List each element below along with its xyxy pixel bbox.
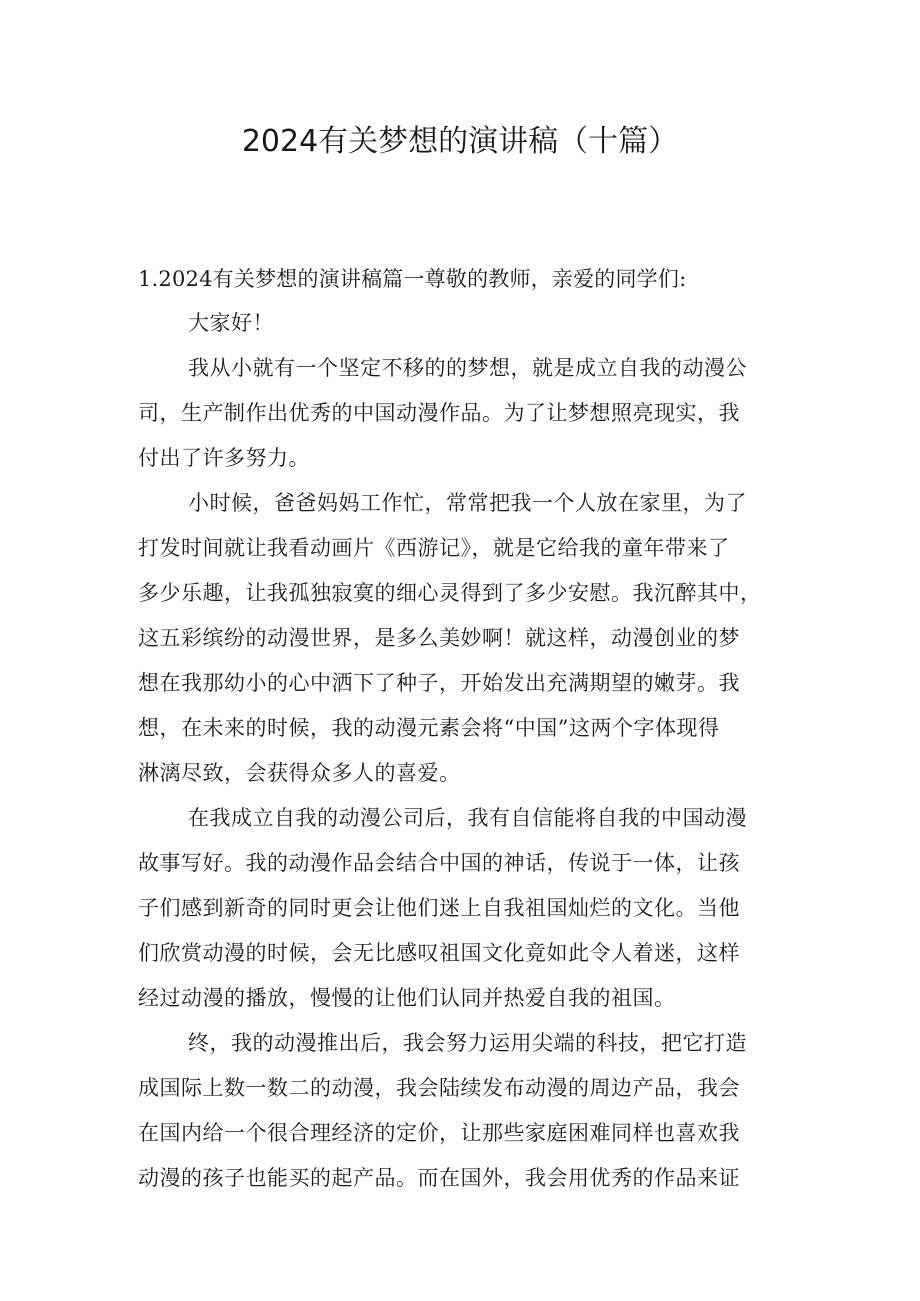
- paragraph-line: 们欣赏动漫的时候，会无比感叹祖国文化竟如此令人着迷，这样: [138, 941, 740, 965]
- paragraph-line: 淋漓尽致，会获得众多人的喜爱。: [138, 761, 461, 785]
- paragraph-childhood: [138, 481, 786, 796]
- paragraph-line: 我从小就有一个坚定不移的的梦想，就是成立自我的动漫公: [188, 356, 747, 380]
- paragraph-line: 成国际上数一数二的动漫，我会陆续发布动漫的周边产品，我会: [138, 1076, 740, 1100]
- paragraph-line: 打发时间就让我看动画片《西游记》，就是它给我的童年带来了: [138, 536, 730, 560]
- paragraph-line: 多少乐趣，让我孤独寂寞的细心灵得到了多少安慰。我沉醉其中，: [138, 581, 762, 605]
- paragraph-line: 付出了许多努力。: [138, 446, 310, 470]
- paragraph-line: 子们感到新奇的同时更会让他们迷上自我祖国灿烂的文化。当他: [138, 896, 740, 920]
- paragraph-line: 终，我的动漫推出后，我会努力运用尖端的科技，把它打造: [188, 1031, 747, 1055]
- paragraph-line: 在国内给一个很合理经济的定价，让那些家庭困难同样也喜欢我: [138, 1121, 740, 1145]
- section-heading: 1.2024有关梦想的演讲稿篇一尊敬的教师，亲爱的同学们:: [138, 267, 687, 291]
- paragraph-line: 想在我那幼小的心中洒下了种子，开始发出充满期望的嫩芽。我: [138, 671, 740, 695]
- paragraph-line: 动漫的孩子也能买的起产品。而在国外，我会用优秀的作品来证: [138, 1166, 740, 1190]
- paragraph-line: 小时候，爸爸妈妈工作忙，常常把我一个人放在家里，为了: [188, 491, 747, 515]
- paragraph-line: 大家好！: [188, 311, 274, 335]
- paragraph-company: [138, 796, 786, 1021]
- paragraph-line: 想，在未来的时候，我的动漫元素会将“中国”这两个字体现得: [138, 716, 720, 740]
- document-body: [138, 257, 786, 1201]
- page-title: 2024有关梦想的演讲稿（十篇）: [241, 124, 679, 159]
- paragraph-greeting: [138, 301, 786, 346]
- paragraph-dream-intro: [138, 346, 786, 481]
- paragraph-line: 司，生产制作出优秀的中国动漫作品。为了让梦想照亮现实，我: [138, 401, 740, 425]
- paragraph-line: 经过动漫的播放，慢慢的让他们认同并热爱自我的祖国。: [138, 986, 676, 1010]
- paragraph-line: 在我成立自我的动漫公司后，我有自信能将自我的中国动漫: [188, 806, 747, 830]
- paragraph-line: 故事写好。我的动漫作品会结合中国的神话，传说于一体，让孩: [138, 851, 740, 875]
- paragraph-line: 这五彩缤纷的动漫世界，是多么美妙啊！就这样，动漫创业的梦: [138, 626, 740, 650]
- paragraph-future: [138, 1021, 786, 1201]
